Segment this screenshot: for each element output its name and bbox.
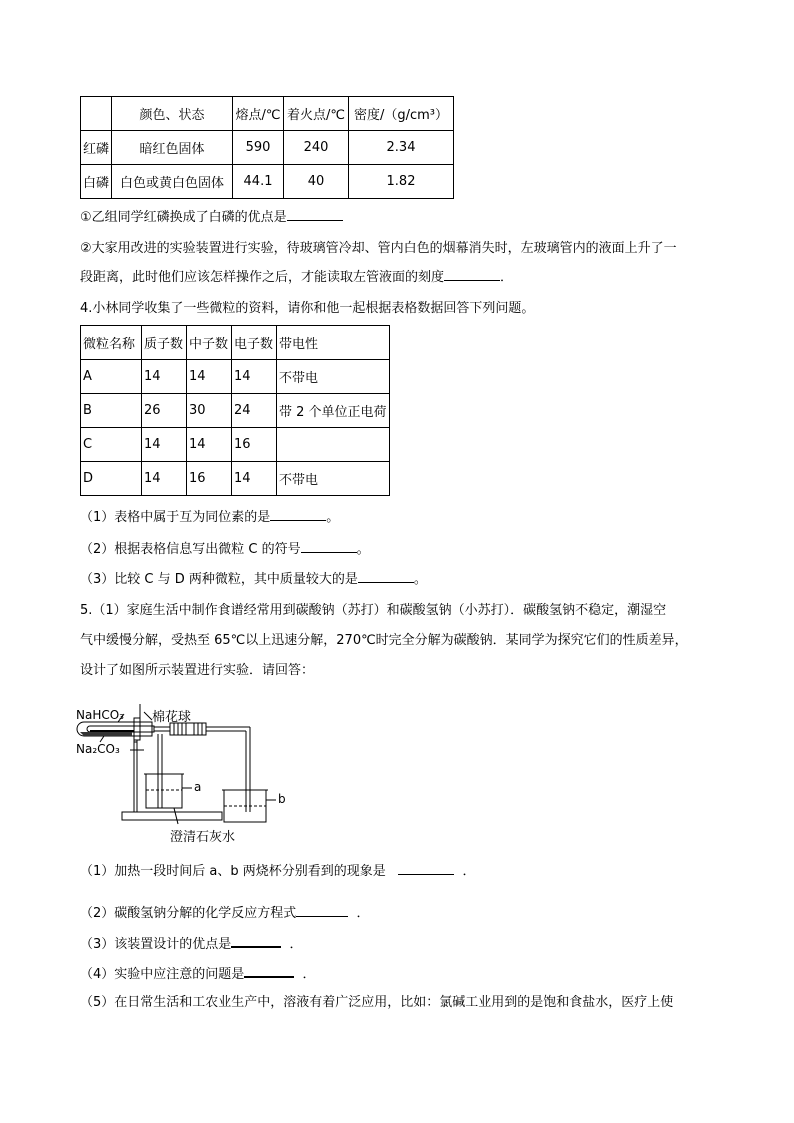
table2-header-cell: 电子数 <box>232 326 277 360</box>
answer-blank[interactable] <box>301 540 357 553</box>
table2-header-cell: 微粒名称 <box>81 326 142 360</box>
question-4-3: （3）比较 C 与 D 两种微粒，其中质量较大的是 。 <box>80 572 427 587</box>
table2-cell: 14 <box>142 428 187 462</box>
table2-cell: 不带电 <box>277 462 390 496</box>
answer-blank[interactable] <box>296 904 348 917</box>
phosphorus-table <box>80 96 454 199</box>
nahco3-powder <box>90 730 134 732</box>
table1-header-cell: 密度/（g/cm³） <box>349 97 454 131</box>
table2-cell: 26 <box>142 394 187 428</box>
table2-header-cell: 质子数 <box>142 326 187 360</box>
answer-blank[interactable] <box>358 570 414 583</box>
table2-cell: D <box>81 462 142 496</box>
table1-cell: 40 <box>284 165 349 199</box>
label-a: a <box>194 780 202 794</box>
question-5-intro-3: 设计了如图所示装置进行实验．请回答： <box>80 663 315 678</box>
question-4-1: （1）表格中属于互为同位素的是 。 <box>80 510 340 525</box>
question-5-5: （5）在日常生活和工农业生产中，溶液有着广泛应用，比如：氯碱工业用到的是饱和食盐水，医疗上使 <box>80 995 674 1010</box>
question-red-white-1: ①乙组同学红磷换成了白磷的优点是 <box>80 208 343 227</box>
table2-cell: 24 <box>232 394 277 428</box>
na2co3-powder <box>80 732 132 736</box>
question-red-white-2: ②大家用改进的实验装置进行实验，待玻璃管冷却、管内白色的烟幕消失时，左玻璃管内的液面上升了一 <box>80 241 677 256</box>
table1-cell: 白色或黄白色固体 <box>112 165 233 199</box>
table1-cell: 2.34 <box>349 131 454 165</box>
table2-cell: 不带电 <box>277 360 390 394</box>
apparatus-figure <box>74 700 314 850</box>
label-cotton: 棉花球 <box>152 710 192 725</box>
table2-cell: C <box>81 428 142 462</box>
question-5-2: （2）碳酸氢钠分解的化学反应方程式 ． <box>80 906 370 921</box>
table2-cell: B <box>81 394 142 428</box>
table2-cell: 14 <box>232 360 277 394</box>
question-4-2: （2）根据表格信息写出微粒 C 的符号 。 <box>80 542 370 557</box>
table2-cell: 16 <box>187 462 232 496</box>
table1-cell: 红磷 <box>81 131 112 165</box>
table2-cell: A <box>81 360 142 394</box>
answer-blank[interactable] <box>244 964 294 978</box>
label-na2co3: Na₂CO₃ <box>76 742 120 756</box>
table2-cell: 16 <box>232 428 277 462</box>
question-5-intro-2: 气中缓慢分解，受热至 65℃以上迅速分解，270℃时完全分解为碳酸钠．某同学为探究它们的性质差异， <box>80 633 688 648</box>
table1-header-cell: 熔点/℃ <box>233 97 284 131</box>
table1-cell: 白磷 <box>81 165 112 199</box>
table2-cell: 14 <box>187 360 232 394</box>
label-limewater: 澄清石灰水 <box>170 830 236 845</box>
table1-header-cell: 颜色、状态 <box>112 97 233 131</box>
table1-header-cell <box>81 97 112 131</box>
label-nahco3: NaHCO₃ <box>76 708 124 722</box>
table2-cell: 带 2 个单位正电荷 <box>277 394 390 428</box>
answer-blank[interactable] <box>287 208 343 221</box>
table2-cell: 30 <box>187 394 232 428</box>
table1-header-cell: 着火点/℃ <box>284 97 349 131</box>
table2-cell: 14 <box>142 462 187 496</box>
question-4-intro: 4.小林同学收集了一些微粒的资料，请你和他一起根据表格数据回答下列问题。 <box>80 301 535 316</box>
answer-blank[interactable] <box>444 268 500 281</box>
table1-cell: 1.82 <box>349 165 454 199</box>
table2-header-cell: 带电性 <box>277 326 390 360</box>
answer-blank[interactable] <box>398 862 454 875</box>
table1-cell: 240 <box>284 131 349 165</box>
answer-blank[interactable] <box>270 508 326 521</box>
particle-table <box>80 325 390 496</box>
question-red-white-2-cont: 段距离，此时他们应该怎样操作之后，才能读取左管液面的刻度 ． <box>80 270 514 285</box>
label-b: b <box>278 792 286 806</box>
table1-cell: 44.1 <box>233 165 284 199</box>
table1-cell: 暗红色固体 <box>112 131 233 165</box>
question-5-intro-1: 5.（1）家庭生活中制作食谱经常用到碳酸钠（苏打）和碳酸氢钠（小苏打）．碳酸氢钠不稳定，潮湿空 <box>80 603 667 618</box>
answer-blank[interactable] <box>231 934 281 948</box>
question-5-1: （1）加热一段时间后 a、b 两烧杯分别看到的现象是 ． <box>80 864 476 879</box>
question-5-3: （3）该装置设计的优点是 ． <box>80 934 303 954</box>
table2-cell: 14 <box>187 428 232 462</box>
table1-cell: 590 <box>233 131 284 165</box>
table2-cell <box>277 428 390 462</box>
question-5-4: （4）实验中应注意的问题是 ． <box>80 964 316 984</box>
table2-cell: 14 <box>232 462 277 496</box>
table2-header-cell: 中子数 <box>187 326 232 360</box>
table2-cell: 14 <box>142 360 187 394</box>
